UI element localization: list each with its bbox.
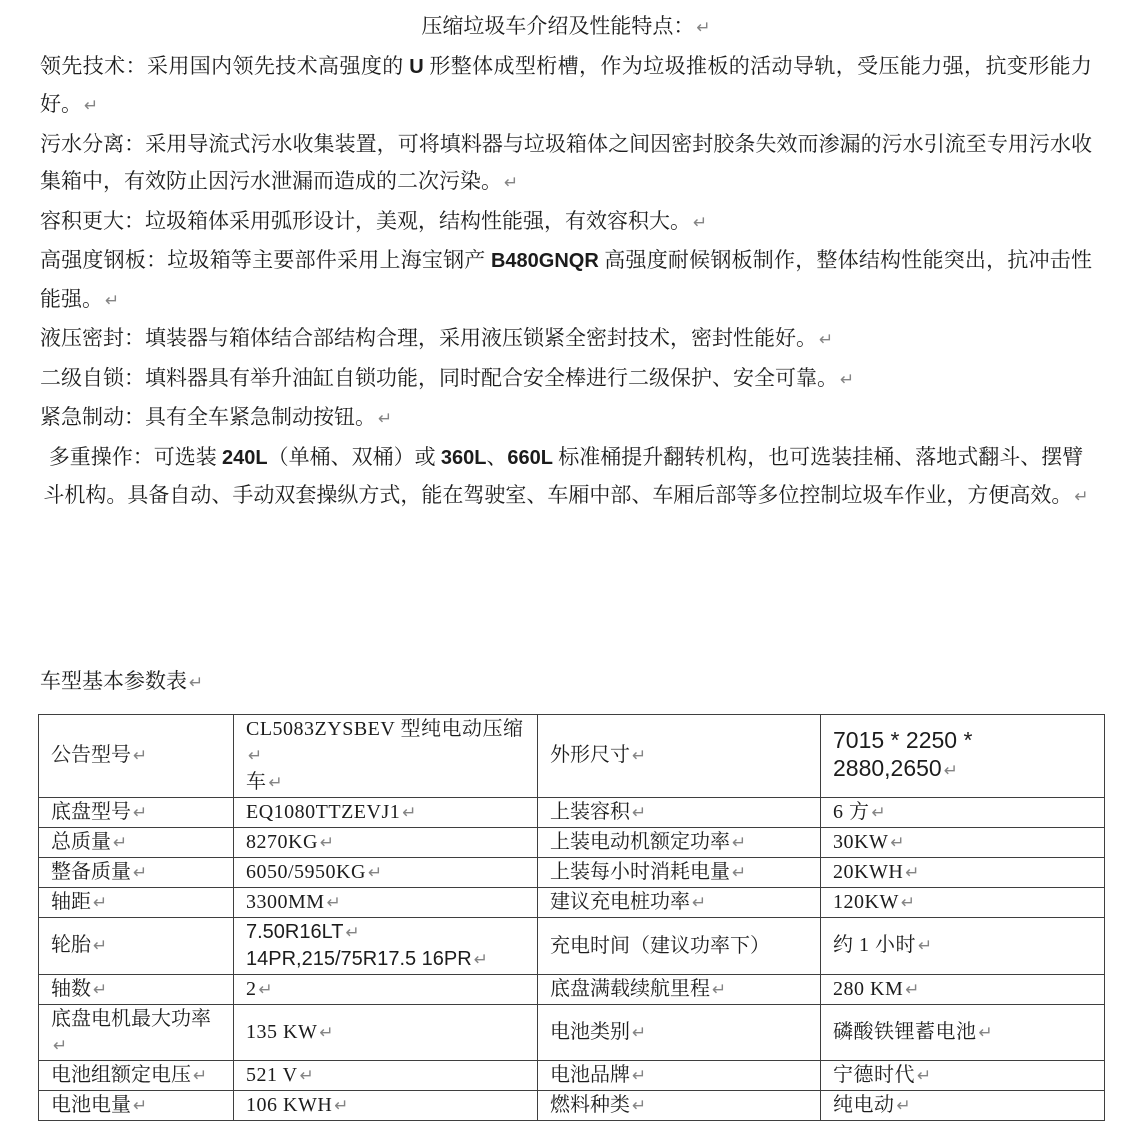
param-value-cell (234, 1004, 538, 1060)
param-label: 轮胎 (51, 934, 91, 956)
paragraph-mark: ↵ (896, 1095, 911, 1116)
table-row (39, 887, 1105, 917)
param-label: 外形尺寸 (550, 744, 630, 766)
paragraph-mark: ↵ (632, 1095, 647, 1116)
paragraph-mark: ↵ (632, 1065, 647, 1086)
paragraph-mark: ↵ (299, 1065, 314, 1086)
param-value-cell (821, 887, 1105, 917)
param-label-cell (39, 1090, 234, 1120)
paragraph-mark: ↵ (105, 290, 120, 311)
table-row (39, 797, 1105, 827)
param-value: 120KW (833, 890, 899, 913)
paragraph-text: 高强度耐候钢板制作，整体结构性能突出，抗冲击性能强。 (40, 248, 1092, 311)
paragraph-mark: ↵ (632, 1022, 647, 1043)
paragraph-text: 二级自锁：填料器具有举升油缸自锁功能，同时配合安全棒进行二级保护、安全可靠。 (40, 365, 838, 390)
param-value-cell (821, 857, 1105, 887)
param-value: 6 方 (833, 800, 870, 823)
param-label: 轴数 (51, 977, 91, 1000)
paragraph-mark: ↵ (918, 936, 933, 956)
param-value: 106 KWH (246, 1093, 333, 1116)
param-label: 充电时间（建议功率下） (550, 934, 770, 957)
param-label-cell (538, 1004, 821, 1060)
param-label: 底盘满载续航里程 (550, 977, 710, 1000)
paragraph-mark: ↵ (692, 892, 707, 913)
param-value: 宁德时代 (833, 1063, 915, 1086)
paragraph-text: 标准桶提升翻转机构，也可选装挂桶、落地式翻斗、摆臂斗机构。具备自动、手动双套操纵方式，能在驾驶室、车厢中部、车厢后部等多位控制垃圾车作业，方便高效。 (43, 444, 1084, 507)
paragraph-mark: ↵ (900, 892, 916, 913)
param-value: 约 1 小时 (833, 934, 916, 956)
param-label-cell (39, 1004, 234, 1060)
paragraph-mark: ↵ (632, 746, 647, 766)
paragraph-latin-text: B480GNQR (490, 250, 599, 272)
param-label: 轴距 (51, 890, 91, 913)
paragraph-mark: ↵ (319, 1022, 334, 1043)
param-value-cell (821, 974, 1105, 1004)
paragraph-mark: ↵ (189, 672, 204, 693)
feature-paragraph-secondary-lock (40, 360, 1092, 400)
intro-section (0, 0, 1138, 517)
param-value-cell (821, 917, 1105, 974)
param-label-cell (538, 714, 821, 797)
param-label: 底盘型号 (51, 800, 131, 823)
feature-paragraph-multi-operation (40, 439, 1092, 517)
param-value: 3300MM (246, 890, 325, 913)
paragraph-text: 污水分离：采用导流式污水收集装置，可将填料器与垃圾箱体之间因密封胶条失效而渗漏的污水引流至专用污水收集箱中，有效防止因污水泄漏而造成的二次污染。 (40, 131, 1092, 193)
table-row (39, 714, 1105, 797)
paragraph-mark: ↵ (193, 1065, 208, 1086)
paragraph-mark: ↵ (345, 922, 360, 943)
paragraph-mark: ↵ (334, 1095, 349, 1116)
feature-paragraph-emergency-brake (40, 399, 1092, 439)
paragraph-mark: ↵ (696, 18, 711, 38)
paragraph-text: 紧急制动：具有全车紧急制动按钮。 (40, 405, 376, 429)
paragraph-mark: ↵ (632, 802, 647, 823)
paragraph-mark: ↵ (378, 409, 393, 429)
paragraph-latin-text: 360L (440, 446, 487, 469)
param-label: 上装容积 (550, 800, 630, 823)
param-value: 135 KW (246, 1020, 318, 1043)
paragraph-latin-text: 660L (507, 446, 554, 469)
param-label: 上装电动机额定功率 (550, 830, 730, 853)
paragraph-mark: ↵ (732, 862, 747, 883)
param-label: 底盘电机最大功率 (51, 1007, 211, 1030)
param-label: 电池组额定电压 (51, 1063, 191, 1086)
feature-paragraph-sewage-separation (40, 126, 1092, 203)
param-label: 电池电量 (51, 1093, 131, 1116)
feature-paragraph-leading-tech (40, 48, 1092, 126)
param-label: 整备质量 (51, 860, 131, 883)
param-value-cell (821, 1090, 1105, 1120)
param-value: 2 (246, 977, 257, 1000)
param-label-cell (39, 1060, 234, 1090)
paragraph-latin-text: 240L (221, 446, 268, 469)
param-label-cell (39, 857, 234, 887)
paragraph-mark: ↵ (133, 746, 148, 766)
paragraph-mark: ↵ (1074, 487, 1089, 507)
paragraph-mark: ↵ (93, 979, 108, 1000)
paragraph-mark: ↵ (93, 892, 108, 913)
param-value-cell (234, 827, 538, 857)
paragraph-mark: ↵ (504, 173, 519, 193)
paragraph-mark: ↵ (905, 979, 920, 1000)
param-value: 7.50R16LT (246, 920, 344, 943)
feature-paragraph-larger-volume (40, 203, 1092, 243)
param-value-cell (821, 1004, 1105, 1060)
paragraph-text: （单桶、双桶）或 (267, 444, 441, 469)
intro-title (40, 8, 1092, 48)
param-value: 7015 * 2250 * 2880,2650 (833, 727, 973, 781)
param-label: 电池类别 (550, 1020, 630, 1043)
param-value: 521 V (246, 1063, 298, 1086)
param-label-cell (538, 974, 821, 1004)
param-value: 车 (246, 770, 267, 793)
param-label-cell (538, 917, 821, 974)
paragraph-mark: ↵ (732, 832, 747, 853)
param-label-cell (538, 857, 821, 887)
paragraph-mark: ↵ (943, 761, 958, 781)
param-value-cell (821, 714, 1105, 797)
param-label: 燃料种类 (550, 1093, 630, 1116)
param-value: 14PR,215/75R17.5 16PR (246, 947, 472, 970)
param-label-cell (39, 974, 234, 1004)
paragraph-mark: ↵ (133, 862, 148, 883)
paragraph-latin-text: U (409, 55, 424, 78)
param-label-cell (538, 1060, 821, 1090)
table-row (39, 1004, 1105, 1060)
table-row (39, 857, 1105, 887)
paragraph-mark: ↵ (319, 832, 335, 853)
paragraph-mark: ↵ (402, 802, 417, 823)
paragraph-text: 、 (486, 444, 508, 469)
param-value-cell (234, 974, 538, 1004)
table-row (39, 917, 1105, 974)
param-value-cell (234, 857, 538, 887)
table-row (39, 1090, 1105, 1120)
param-value-cell (234, 797, 538, 827)
param-value-cell (234, 917, 538, 974)
param-label: 建议充电桩功率 (550, 890, 690, 913)
table-heading (40, 667, 1138, 697)
table-row (39, 974, 1105, 1004)
paragraph-mark: ↵ (268, 772, 283, 793)
paragraph-mark: ↵ (367, 862, 383, 883)
param-label-cell (39, 917, 234, 974)
param-value: EQ1080TTZEVJ1 (246, 800, 401, 823)
param-value: 6050/5950KG (246, 860, 366, 883)
paragraph-mark: ↵ (871, 802, 886, 823)
paragraph-text: 液压密封：填装器与箱体结合部结构合理，采用液压锁紧全密封技术，密封性能好。 (40, 326, 817, 350)
param-value-cell (821, 827, 1105, 857)
table-heading-text: 车型基本参数表 (40, 668, 187, 693)
paragraph-mark: ↵ (978, 1022, 993, 1043)
paragraph-mark: ↵ (93, 936, 108, 956)
paragraph-mark: ↵ (248, 745, 263, 766)
param-label-cell (538, 827, 821, 857)
param-value: CL5083ZYSBEV 型纯电动压缩 (246, 717, 524, 740)
vehicle-parameters-table (38, 714, 1105, 1121)
param-label: 上装每小时消耗电量 (550, 860, 730, 883)
param-label-cell (538, 797, 821, 827)
param-label-cell (538, 887, 821, 917)
paragraph-mark: ↵ (53, 1035, 68, 1056)
paragraph-mark: ↵ (473, 949, 488, 970)
paragraph-mark: ↵ (113, 832, 128, 853)
paragraph-text: 多重操作：可选装 (48, 444, 222, 469)
paragraph-text: 容积更大：垃圾箱体采用弧形设计，美观，结构性能强，有效容积大。 (40, 208, 691, 233)
param-value: 纯电动 (833, 1093, 895, 1116)
table-row (39, 827, 1105, 857)
paragraph-mark: ↵ (819, 330, 834, 350)
param-value-cell (234, 887, 538, 917)
paragraph-mark: ↵ (840, 369, 855, 390)
param-value-cell (234, 1090, 538, 1120)
param-label: 公告型号 (51, 744, 131, 766)
param-value-cell (821, 1060, 1105, 1090)
param-value-cell (821, 797, 1105, 827)
paragraph-mark: ↵ (917, 1065, 932, 1086)
param-value: 280 KM (833, 977, 904, 1000)
paragraph-mark: ↵ (84, 96, 99, 116)
param-label: 总质量 (51, 830, 111, 853)
param-value: 8270KG (246, 830, 318, 853)
paragraph-mark: ↵ (326, 892, 341, 913)
feature-paragraph-high-strength-steel (40, 242, 1092, 320)
paragraph-text: 高强度钢板：垃圾箱等主要部件采用上海宝钢产 (40, 248, 491, 272)
param-value-cell (234, 1060, 538, 1090)
param-label: 电池品牌 (550, 1063, 630, 1086)
table-row (39, 1060, 1105, 1090)
param-value: 30KW (833, 830, 889, 853)
param-label-cell (39, 827, 234, 857)
paragraph-mark: ↵ (133, 1095, 148, 1116)
paragraph-text: 领先技术：采用国内领先技术高强度的 (40, 53, 410, 78)
paragraph-mark: ↵ (258, 979, 273, 1000)
paragraph-mark: ↵ (905, 862, 920, 883)
feature-paragraph-hydraulic-seal (40, 320, 1092, 360)
paragraph-text: 形整体成型桁槽，作为垃圾推板的活动导轨，受压能力强，抗变形能力好。 (40, 53, 1093, 116)
param-value: 磷酸铁锂蓄电池 (833, 1020, 977, 1043)
paragraph-mark: ↵ (133, 802, 148, 823)
param-label-cell (538, 1090, 821, 1120)
paragraph-mark: ↵ (712, 979, 727, 1000)
intro-title-text: 压缩垃圾车介绍及性能特点： (421, 14, 695, 38)
param-label-cell (39, 797, 234, 827)
paragraph-mark: ↵ (693, 212, 708, 233)
param-label-cell (39, 714, 234, 797)
param-label-cell (39, 887, 234, 917)
param-value: 20KWH (833, 860, 904, 883)
paragraph-mark: ↵ (890, 832, 905, 853)
param-value-cell (234, 714, 538, 797)
